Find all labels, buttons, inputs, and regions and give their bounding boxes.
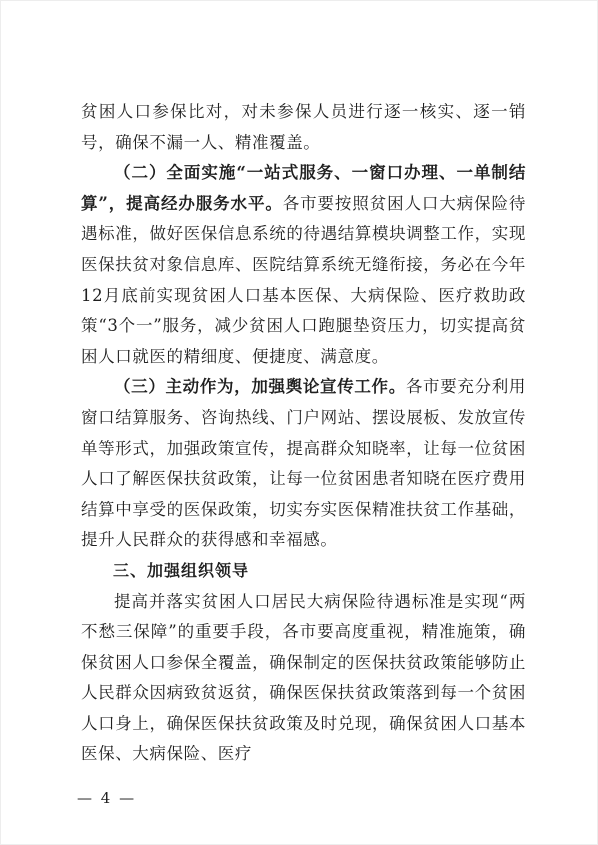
- paragraph-publicity: [81, 372, 526, 556]
- paragraph-coverage-check: 贫困人口参保比对，对未参保人员进行逐一核实、逐一销号，确保不漏一人、精准覆盖。: [81, 102, 526, 152]
- paragraph-one-stop-service-lead: （二）全面实施“一站式服务、一窗口办理、一单制结算”，提高经办服务水平。: [81, 163, 526, 213]
- paragraph-one-stop-service: [81, 158, 526, 372]
- paragraph-leadership: 提高并落实贫困人口居民大病保险待遇标准是实现“两不愁三保障”的重要手段，各市要高度重视，精准施策，确保贫困人口参保全覆盖，确保制定的医保扶贫政策能够防止人民群众因病致贫返贫，确保医保扶贫政策落到每一个贫困人口身上，确保医保扶贫政策及时兑现，确保贫困人口基本医保、大病保险、医疗: [81, 591, 526, 764]
- paragraph-publicity-lead: （三）主动作为，加强舆论宣传工作。: [114, 377, 406, 397]
- document-body: [81, 97, 526, 770]
- section-heading-organization: 三、加强组织领导: [113, 560, 250, 580]
- paragraph-one-stop-service-body: 各市要按照贫困人口大病保险待遇标准，做好医保信息系统的待遇结算模块调整工作，实现医保扶贫对象信息库、医院结算系统无缝衔接，务必在今年12月底前实现贫困人口基本医保、大病保险、医疗救助政策“3个一”服务，减少贫困人口跑腿垫资压力，切实提高贫困人口就医的精细度、便捷度、满意度。: [81, 193, 526, 366]
- page-number: — 4 —: [77, 789, 137, 807]
- paragraph-publicity-body: 各市要充分利用窗口结算服务、咨询热线、门户网站、摆设展板、发放宣传单等形式，加强政策宣传，提高群众知晓率，让每一位贫困人口了解医保扶贫政策，让每一位贫困患者知晓在医疗费用结算中享受的医保政策，切实夯实医保精准扶贫工作基础，提升人民群众的获得感和幸福感。: [81, 377, 527, 550]
